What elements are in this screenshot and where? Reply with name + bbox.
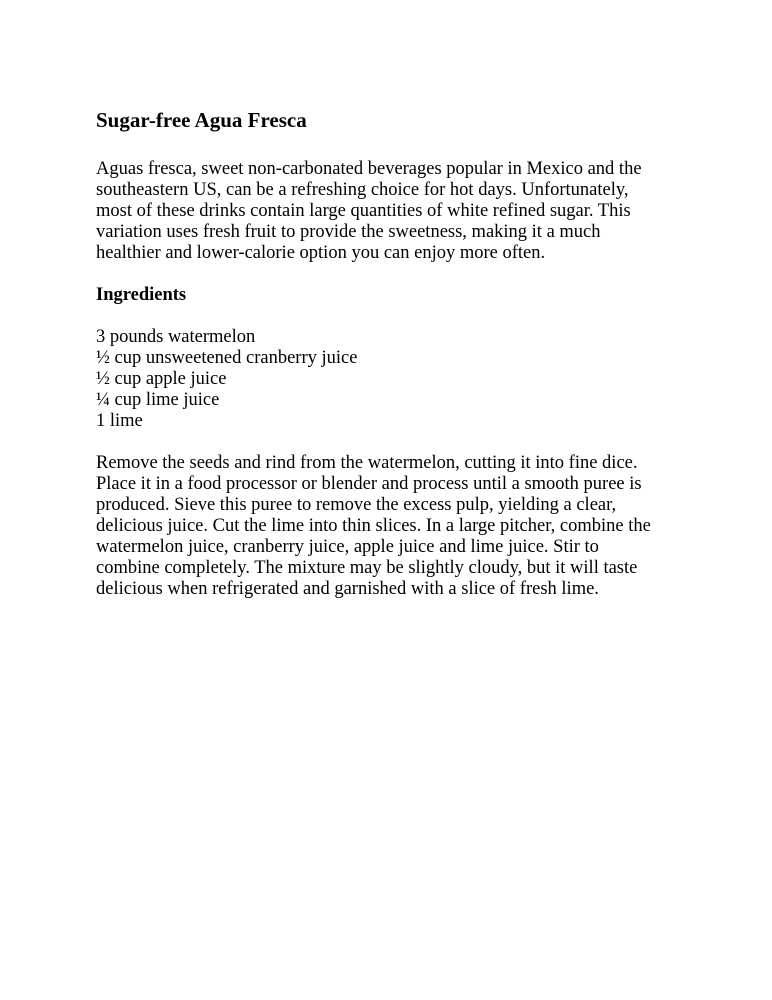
instructions-line: delicious when refrigerated and garnished with a slice of fresh lime.	[96, 579, 599, 599]
intro-paragraph	[96, 159, 696, 264]
ingredient-item: 3 pounds watermelon	[96, 327, 256, 347]
ingredients-heading: Ingredients	[96, 285, 187, 305]
intro-line: Aguas fresca, sweet non-carbonated beverages popular in Mexico and the	[96, 159, 642, 179]
ingredient-item: 1 lime	[96, 411, 143, 431]
recipe-title: Sugar-free Agua Fresca	[96, 108, 307, 132]
instructions-line: Remove the seeds and rind from the watermelon, cutting it into fine dice.	[96, 453, 638, 473]
ingredient-item: ½ cup unsweetened cranberry juice	[96, 348, 358, 368]
document-content	[96, 107, 696, 621]
instructions-line: delicious juice. Cut the lime into thin slices. In a large pitcher, combine the	[96, 516, 651, 536]
intro-line: most of these drinks contain large quantities of white refined sugar. This	[96, 201, 631, 221]
instructions-line: Place it in a food processor or blender and process until a smooth puree is	[96, 474, 642, 494]
instructions-line: produced. Sieve this puree to remove the excess pulp, yielding a clear,	[96, 495, 617, 515]
instructions-line: watermelon juice, cranberry juice, apple juice and lime juice. Stir to	[96, 537, 599, 557]
instructions-paragraph	[96, 453, 696, 600]
ingredient-item: ½ cup apple juice	[96, 369, 227, 389]
intro-line: variation uses fresh fruit to provide the sweetness, making it a much	[96, 222, 601, 242]
intro-line: healthier and lower-calorie option you can enjoy more often.	[96, 243, 546, 263]
ingredient-item: ¼ cup lime juice	[96, 390, 220, 410]
instructions-line: combine completely. The mixture may be slightly cloudy, but it will taste	[96, 558, 638, 578]
ingredients-list	[96, 327, 696, 432]
intro-line: southeastern US, can be a refreshing choice for hot days. Unfortunately,	[96, 180, 629, 200]
